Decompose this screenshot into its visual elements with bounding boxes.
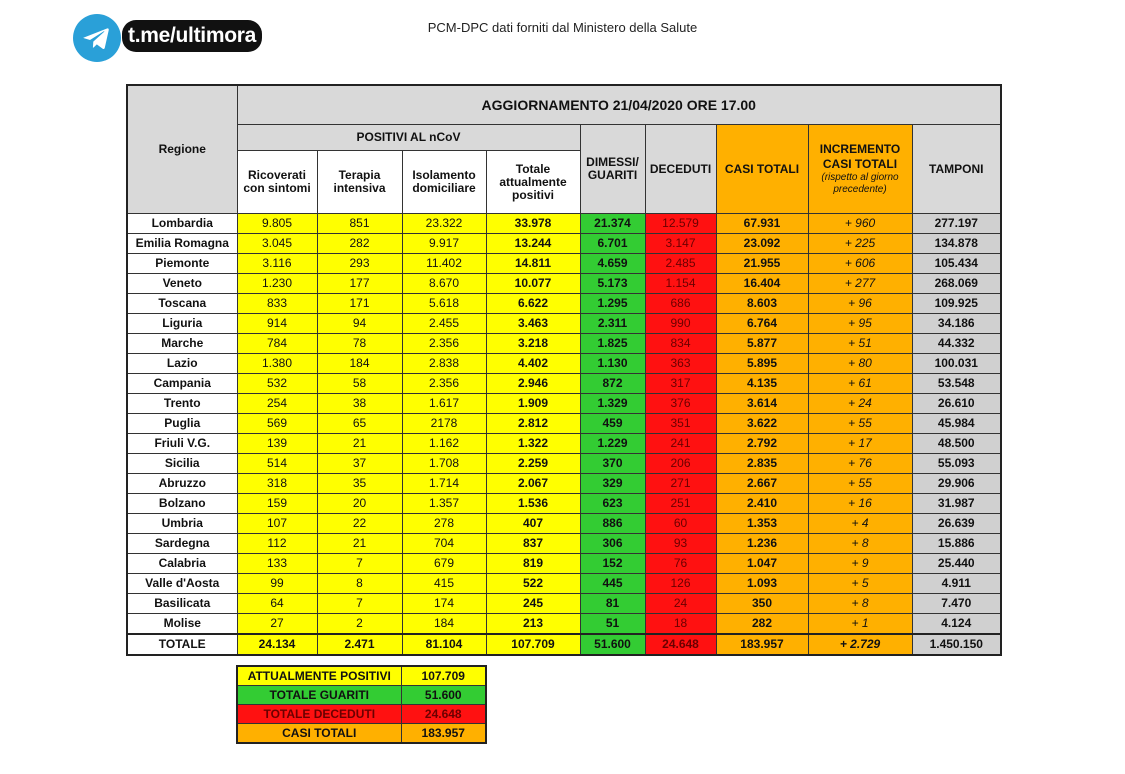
cell-regione: Abruzzo — [127, 474, 237, 494]
cell-ricoverati: 3.116 — [237, 254, 317, 274]
cell-terapia: 7 — [317, 554, 402, 574]
covid-regional-table — [126, 84, 1002, 656]
cell-incremento: + 24 — [808, 394, 912, 414]
cell-totale-positivi: 522 — [486, 574, 580, 594]
cell-incremento: + 55 — [808, 474, 912, 494]
cell-terapia: 37 — [317, 454, 402, 474]
cell-terapia: 78 — [317, 334, 402, 354]
table-row — [127, 354, 1001, 374]
cell-dimessi: 306 — [580, 534, 645, 554]
cell-dimessi: 623 — [580, 494, 645, 514]
cell-tamponi: 25.440 — [912, 554, 1001, 574]
cell-terapia: 94 — [317, 314, 402, 334]
table-row — [127, 614, 1001, 635]
cell-tamponi: 4.124 — [912, 614, 1001, 635]
cell-dimessi: 445 — [580, 574, 645, 594]
cell-tamponi: 15.886 — [912, 534, 1001, 554]
cell-isolamento: 2.838 — [402, 354, 486, 374]
cell-tamponi: 31.987 — [912, 494, 1001, 514]
total-cell-dimessi: 51.600 — [580, 634, 645, 655]
total-cell-casi-totali: 183.957 — [716, 634, 808, 655]
cell-casi-totali: 23.092 — [716, 234, 808, 254]
header-incremento — [808, 125, 912, 214]
cell-casi-totali: 2.835 — [716, 454, 808, 474]
cell-regione: Campania — [127, 374, 237, 394]
cell-totale-positivi: 2.946 — [486, 374, 580, 394]
cell-dimessi: 1.130 — [580, 354, 645, 374]
table-row — [127, 294, 1001, 314]
total-cell-incremento: + 2.729 — [808, 634, 912, 655]
cell-casi-totali: 1.047 — [716, 554, 808, 574]
summary-value: 24.648 — [401, 705, 486, 724]
cell-casi-totali: 1.353 — [716, 514, 808, 534]
cell-regione: Valle d'Aosta — [127, 574, 237, 594]
header-positivi-group: POSITIVI AL nCoV — [237, 125, 580, 151]
summary-value: 183.957 — [401, 724, 486, 744]
summary-body — [237, 666, 486, 743]
cell-ricoverati: 532 — [237, 374, 317, 394]
table-row — [127, 574, 1001, 594]
cell-dimessi: 1.229 — [580, 434, 645, 454]
cell-terapia: 20 — [317, 494, 402, 514]
cell-terapia: 38 — [317, 394, 402, 414]
total-row — [127, 634, 1001, 655]
source-caption — [0, 20, 1125, 35]
cell-tamponi: 109.925 — [912, 294, 1001, 314]
cell-totale-positivi: 2.067 — [486, 474, 580, 494]
cell-isolamento: 278 — [402, 514, 486, 534]
cell-deceduti: 12.579 — [645, 214, 716, 234]
total-cell-terapia: 2.471 — [317, 634, 402, 655]
cell-casi-totali: 3.622 — [716, 414, 808, 434]
summary-label: CASI TOTALI — [237, 724, 401, 744]
cell-deceduti: 351 — [645, 414, 716, 434]
cell-regione: Molise — [127, 614, 237, 635]
cell-incremento: + 4 — [808, 514, 912, 534]
cell-terapia: 184 — [317, 354, 402, 374]
cell-isolamento: 415 — [402, 574, 486, 594]
total-cell-tamponi: 1.450.150 — [912, 634, 1001, 655]
table-row — [127, 474, 1001, 494]
cell-dimessi: 4.659 — [580, 254, 645, 274]
cell-tamponi: 7.470 — [912, 594, 1001, 614]
cell-dimessi: 370 — [580, 454, 645, 474]
cell-dimessi: 81 — [580, 594, 645, 614]
table-row — [127, 214, 1001, 234]
cell-terapia: 282 — [317, 234, 402, 254]
cell-isolamento: 8.670 — [402, 274, 486, 294]
cell-terapia: 65 — [317, 414, 402, 434]
cell-casi-totali: 6.764 — [716, 314, 808, 334]
table-row — [127, 394, 1001, 414]
cell-ricoverati: 99 — [237, 574, 317, 594]
cell-incremento: + 76 — [808, 454, 912, 474]
cell-deceduti: 990 — [645, 314, 716, 334]
cell-ricoverati: 64 — [237, 594, 317, 614]
cell-totale-positivi: 2.812 — [486, 414, 580, 434]
cell-isolamento: 679 — [402, 554, 486, 574]
header-terapia: Terapia intensiva — [317, 151, 402, 214]
cell-deceduti: 271 — [645, 474, 716, 494]
cell-tamponi: 48.500 — [912, 434, 1001, 454]
cell-incremento: + 95 — [808, 314, 912, 334]
summary-value: 51.600 — [401, 686, 486, 705]
cell-deceduti: 376 — [645, 394, 716, 414]
summary-label: TOTALE GUARITI — [237, 686, 401, 705]
table-row — [127, 254, 1001, 274]
header-totale-positivi: Totale attualmente positivi — [486, 151, 580, 214]
cell-regione: Puglia — [127, 414, 237, 434]
cell-isolamento: 1.714 — [402, 474, 486, 494]
cell-totale-positivi: 407 — [486, 514, 580, 534]
cell-deceduti: 317 — [645, 374, 716, 394]
cell-incremento: + 277 — [808, 274, 912, 294]
header-casi-totali: CASI TOTALI — [716, 125, 808, 214]
table-title: AGGIORNAMENTO 21/04/2020 ORE 17.00 — [237, 85, 1001, 125]
cell-casi-totali: 1.093 — [716, 574, 808, 594]
cell-ricoverati: 139 — [237, 434, 317, 454]
table-row — [127, 454, 1001, 474]
cell-deceduti: 60 — [645, 514, 716, 534]
cell-incremento: + 8 — [808, 594, 912, 614]
summary-label: TOTALE DECEDUTI — [237, 705, 401, 724]
summary-value: 107.709 — [401, 666, 486, 686]
cell-ricoverati: 3.045 — [237, 234, 317, 254]
cell-regione: Lazio — [127, 354, 237, 374]
cell-dimessi: 1.825 — [580, 334, 645, 354]
cell-terapia: 851 — [317, 214, 402, 234]
header-dimessi: DIMESSI/ GUARITI — [580, 125, 645, 214]
cell-incremento: + 55 — [808, 414, 912, 434]
cell-terapia: 7 — [317, 594, 402, 614]
cell-totale-positivi: 819 — [486, 554, 580, 574]
cell-dimessi: 5.173 — [580, 274, 645, 294]
summary-table — [236, 665, 487, 744]
cell-incremento: + 51 — [808, 334, 912, 354]
cell-casi-totali: 21.955 — [716, 254, 808, 274]
cell-incremento: + 9 — [808, 554, 912, 574]
cell-dimessi: 459 — [580, 414, 645, 434]
cell-isolamento: 184 — [402, 614, 486, 635]
cell-tamponi: 26.639 — [912, 514, 1001, 534]
cell-dimessi: 2.311 — [580, 314, 645, 334]
cell-totale-positivi: 2.259 — [486, 454, 580, 474]
cell-totale-positivi: 14.811 — [486, 254, 580, 274]
cell-tamponi: 53.548 — [912, 374, 1001, 394]
cell-ricoverati: 514 — [237, 454, 317, 474]
cell-regione: Umbria — [127, 514, 237, 534]
cell-ricoverati: 133 — [237, 554, 317, 574]
cell-deceduti: 93 — [645, 534, 716, 554]
cell-casi-totali: 5.895 — [716, 354, 808, 374]
cell-isolamento: 1.708 — [402, 454, 486, 474]
cell-casi-totali: 8.603 — [716, 294, 808, 314]
table-row — [127, 514, 1001, 534]
summary-row — [237, 705, 486, 724]
cell-regione: Veneto — [127, 274, 237, 294]
cell-tamponi: 26.610 — [912, 394, 1001, 414]
cell-isolamento: 2.356 — [402, 334, 486, 354]
cell-incremento: + 8 — [808, 534, 912, 554]
cell-regione: Friuli V.G. — [127, 434, 237, 454]
cell-tamponi: 29.906 — [912, 474, 1001, 494]
cell-totale-positivi: 213 — [486, 614, 580, 635]
cell-casi-totali: 5.877 — [716, 334, 808, 354]
cell-regione: Liguria — [127, 314, 237, 334]
table-row — [127, 554, 1001, 574]
cell-ricoverati: 569 — [237, 414, 317, 434]
cell-ricoverati: 1.230 — [237, 274, 317, 294]
cell-terapia: 2 — [317, 614, 402, 635]
cell-isolamento: 5.618 — [402, 294, 486, 314]
cell-dimessi: 329 — [580, 474, 645, 494]
channel-link[interactable]: t.me/ultimora — [122, 20, 262, 52]
cell-terapia: 22 — [317, 514, 402, 534]
cell-casi-totali: 16.404 — [716, 274, 808, 294]
cell-terapia: 58 — [317, 374, 402, 394]
cell-isolamento: 174 — [402, 594, 486, 614]
cell-deceduti: 126 — [645, 574, 716, 594]
total-cell-isolamento: 81.104 — [402, 634, 486, 655]
total-cell-ricoverati: 24.134 — [237, 634, 317, 655]
cell-regione: Marche — [127, 334, 237, 354]
table-row — [127, 434, 1001, 454]
cell-terapia: 21 — [317, 534, 402, 554]
table-row — [127, 414, 1001, 434]
cell-totale-positivi: 13.244 — [486, 234, 580, 254]
cell-ricoverati: 27 — [237, 614, 317, 635]
cell-ricoverati: 784 — [237, 334, 317, 354]
cell-tamponi: 105.434 — [912, 254, 1001, 274]
cell-totale-positivi: 3.218 — [486, 334, 580, 354]
cell-tamponi: 268.069 — [912, 274, 1001, 294]
header-isolamento: Isolamento domiciliare — [402, 151, 486, 214]
cell-ricoverati: 833 — [237, 294, 317, 314]
cell-casi-totali: 282 — [716, 614, 808, 635]
total-cell-totale-positivi: 107.709 — [486, 634, 580, 655]
cell-totale-positivi: 4.402 — [486, 354, 580, 374]
cell-incremento: + 225 — [808, 234, 912, 254]
cell-casi-totali: 2.410 — [716, 494, 808, 514]
cell-deceduti: 206 — [645, 454, 716, 474]
cell-incremento: + 960 — [808, 214, 912, 234]
cell-isolamento: 1.162 — [402, 434, 486, 454]
cell-regione: Emilia Romagna — [127, 234, 237, 254]
cell-ricoverati: 112 — [237, 534, 317, 554]
table-row — [127, 534, 1001, 554]
cell-casi-totali: 350 — [716, 594, 808, 614]
cell-isolamento: 2.356 — [402, 374, 486, 394]
cell-incremento: + 61 — [808, 374, 912, 394]
cell-ricoverati: 107 — [237, 514, 317, 534]
cell-deceduti: 76 — [645, 554, 716, 574]
header-ricoverati: Ricoverati con sintomi — [237, 151, 317, 214]
table-row — [127, 314, 1001, 334]
cell-isolamento: 23.322 — [402, 214, 486, 234]
cell-incremento: + 1 — [808, 614, 912, 635]
cell-deceduti: 241 — [645, 434, 716, 454]
cell-casi-totali: 3.614 — [716, 394, 808, 414]
cell-regione: Toscana — [127, 294, 237, 314]
total-cell-regione: TOTALE — [127, 634, 237, 655]
cell-isolamento: 11.402 — [402, 254, 486, 274]
cell-tamponi: 44.332 — [912, 334, 1001, 354]
header-deceduti: DECEDUTI — [645, 125, 716, 214]
summary-row — [237, 666, 486, 686]
cell-isolamento: 1.617 — [402, 394, 486, 414]
cell-tamponi: 34.186 — [912, 314, 1001, 334]
cell-deceduti: 2.485 — [645, 254, 716, 274]
cell-isolamento: 2178 — [402, 414, 486, 434]
cell-deceduti: 24 — [645, 594, 716, 614]
cell-terapia: 177 — [317, 274, 402, 294]
cell-totale-positivi: 1.909 — [486, 394, 580, 414]
cell-deceduti: 18 — [645, 614, 716, 635]
table-row — [127, 274, 1001, 294]
cell-regione: Trento — [127, 394, 237, 414]
cell-casi-totali: 2.792 — [716, 434, 808, 454]
cell-tamponi: 134.878 — [912, 234, 1001, 254]
cell-totale-positivi: 837 — [486, 534, 580, 554]
cell-incremento: + 606 — [808, 254, 912, 274]
summary-row — [237, 686, 486, 705]
cell-totale-positivi: 33.978 — [486, 214, 580, 234]
cell-incremento: + 80 — [808, 354, 912, 374]
cell-dimessi: 1.329 — [580, 394, 645, 414]
header-tamponi: TAMPONI — [912, 125, 1001, 214]
header-regione: Regione — [127, 85, 237, 214]
cell-ricoverati: 159 — [237, 494, 317, 514]
cell-isolamento: 704 — [402, 534, 486, 554]
cell-totale-positivi: 1.322 — [486, 434, 580, 454]
summary-label: ATTUALMENTE POSITIVI — [237, 666, 401, 686]
cell-dimessi: 1.295 — [580, 294, 645, 314]
cell-ricoverati: 254 — [237, 394, 317, 414]
source-text: PCM-DPC dati forniti dal Ministero della Salute — [427, 20, 698, 35]
cell-totale-positivi: 10.077 — [486, 274, 580, 294]
cell-regione: Lombardia — [127, 214, 237, 234]
table-body — [127, 214, 1001, 656]
table-row — [127, 494, 1001, 514]
summary-row — [237, 724, 486, 744]
cell-dimessi: 886 — [580, 514, 645, 534]
cell-dimessi: 6.701 — [580, 234, 645, 254]
cell-regione: Piemonte — [127, 254, 237, 274]
cell-ricoverati: 9.805 — [237, 214, 317, 234]
cell-totale-positivi: 6.622 — [486, 294, 580, 314]
table-row — [127, 334, 1001, 354]
cell-casi-totali: 4.135 — [716, 374, 808, 394]
cell-terapia: 8 — [317, 574, 402, 594]
cell-incremento: + 96 — [808, 294, 912, 314]
cell-tamponi: 55.093 — [912, 454, 1001, 474]
table-row — [127, 234, 1001, 254]
cell-totale-positivi: 3.463 — [486, 314, 580, 334]
cell-casi-totali: 1.236 — [716, 534, 808, 554]
cell-terapia: 293 — [317, 254, 402, 274]
cell-dimessi: 152 — [580, 554, 645, 574]
cell-tamponi: 45.984 — [912, 414, 1001, 434]
cell-regione: Basilicata — [127, 594, 237, 614]
cell-terapia: 171 — [317, 294, 402, 314]
cell-incremento: + 5 — [808, 574, 912, 594]
cell-deceduti: 363 — [645, 354, 716, 374]
cell-ricoverati: 914 — [237, 314, 317, 334]
cell-casi-totali: 2.667 — [716, 474, 808, 494]
table-row — [127, 374, 1001, 394]
cell-deceduti: 1.154 — [645, 274, 716, 294]
cell-terapia: 21 — [317, 434, 402, 454]
cell-regione: Calabria — [127, 554, 237, 574]
cell-ricoverati: 318 — [237, 474, 317, 494]
cell-isolamento: 2.455 — [402, 314, 486, 334]
header-incremento-note: (rispetto al giorno precedente) — [821, 172, 899, 195]
cell-tamponi: 100.031 — [912, 354, 1001, 374]
cell-isolamento: 9.917 — [402, 234, 486, 254]
cell-dimessi: 872 — [580, 374, 645, 394]
total-cell-deceduti: 24.648 — [645, 634, 716, 655]
cell-deceduti: 834 — [645, 334, 716, 354]
cell-incremento: + 17 — [808, 434, 912, 454]
cell-tamponi: 4.911 — [912, 574, 1001, 594]
cell-dimessi: 51 — [580, 614, 645, 635]
cell-ricoverati: 1.380 — [237, 354, 317, 374]
cell-casi-totali: 67.931 — [716, 214, 808, 234]
cell-dimessi: 21.374 — [580, 214, 645, 234]
table-row — [127, 594, 1001, 614]
cell-deceduti: 3.147 — [645, 234, 716, 254]
cell-regione: Sardegna — [127, 534, 237, 554]
cell-tamponi: 277.197 — [912, 214, 1001, 234]
cell-incremento: + 16 — [808, 494, 912, 514]
cell-terapia: 35 — [317, 474, 402, 494]
cell-deceduti: 686 — [645, 294, 716, 314]
cell-totale-positivi: 245 — [486, 594, 580, 614]
cell-regione: Bolzano — [127, 494, 237, 514]
cell-isolamento: 1.357 — [402, 494, 486, 514]
cell-totale-positivi: 1.536 — [486, 494, 580, 514]
header-incremento-label: INCREMENTO CASI TOTALI — [819, 142, 901, 171]
cell-regione: Sicilia — [127, 454, 237, 474]
cell-deceduti: 251 — [645, 494, 716, 514]
